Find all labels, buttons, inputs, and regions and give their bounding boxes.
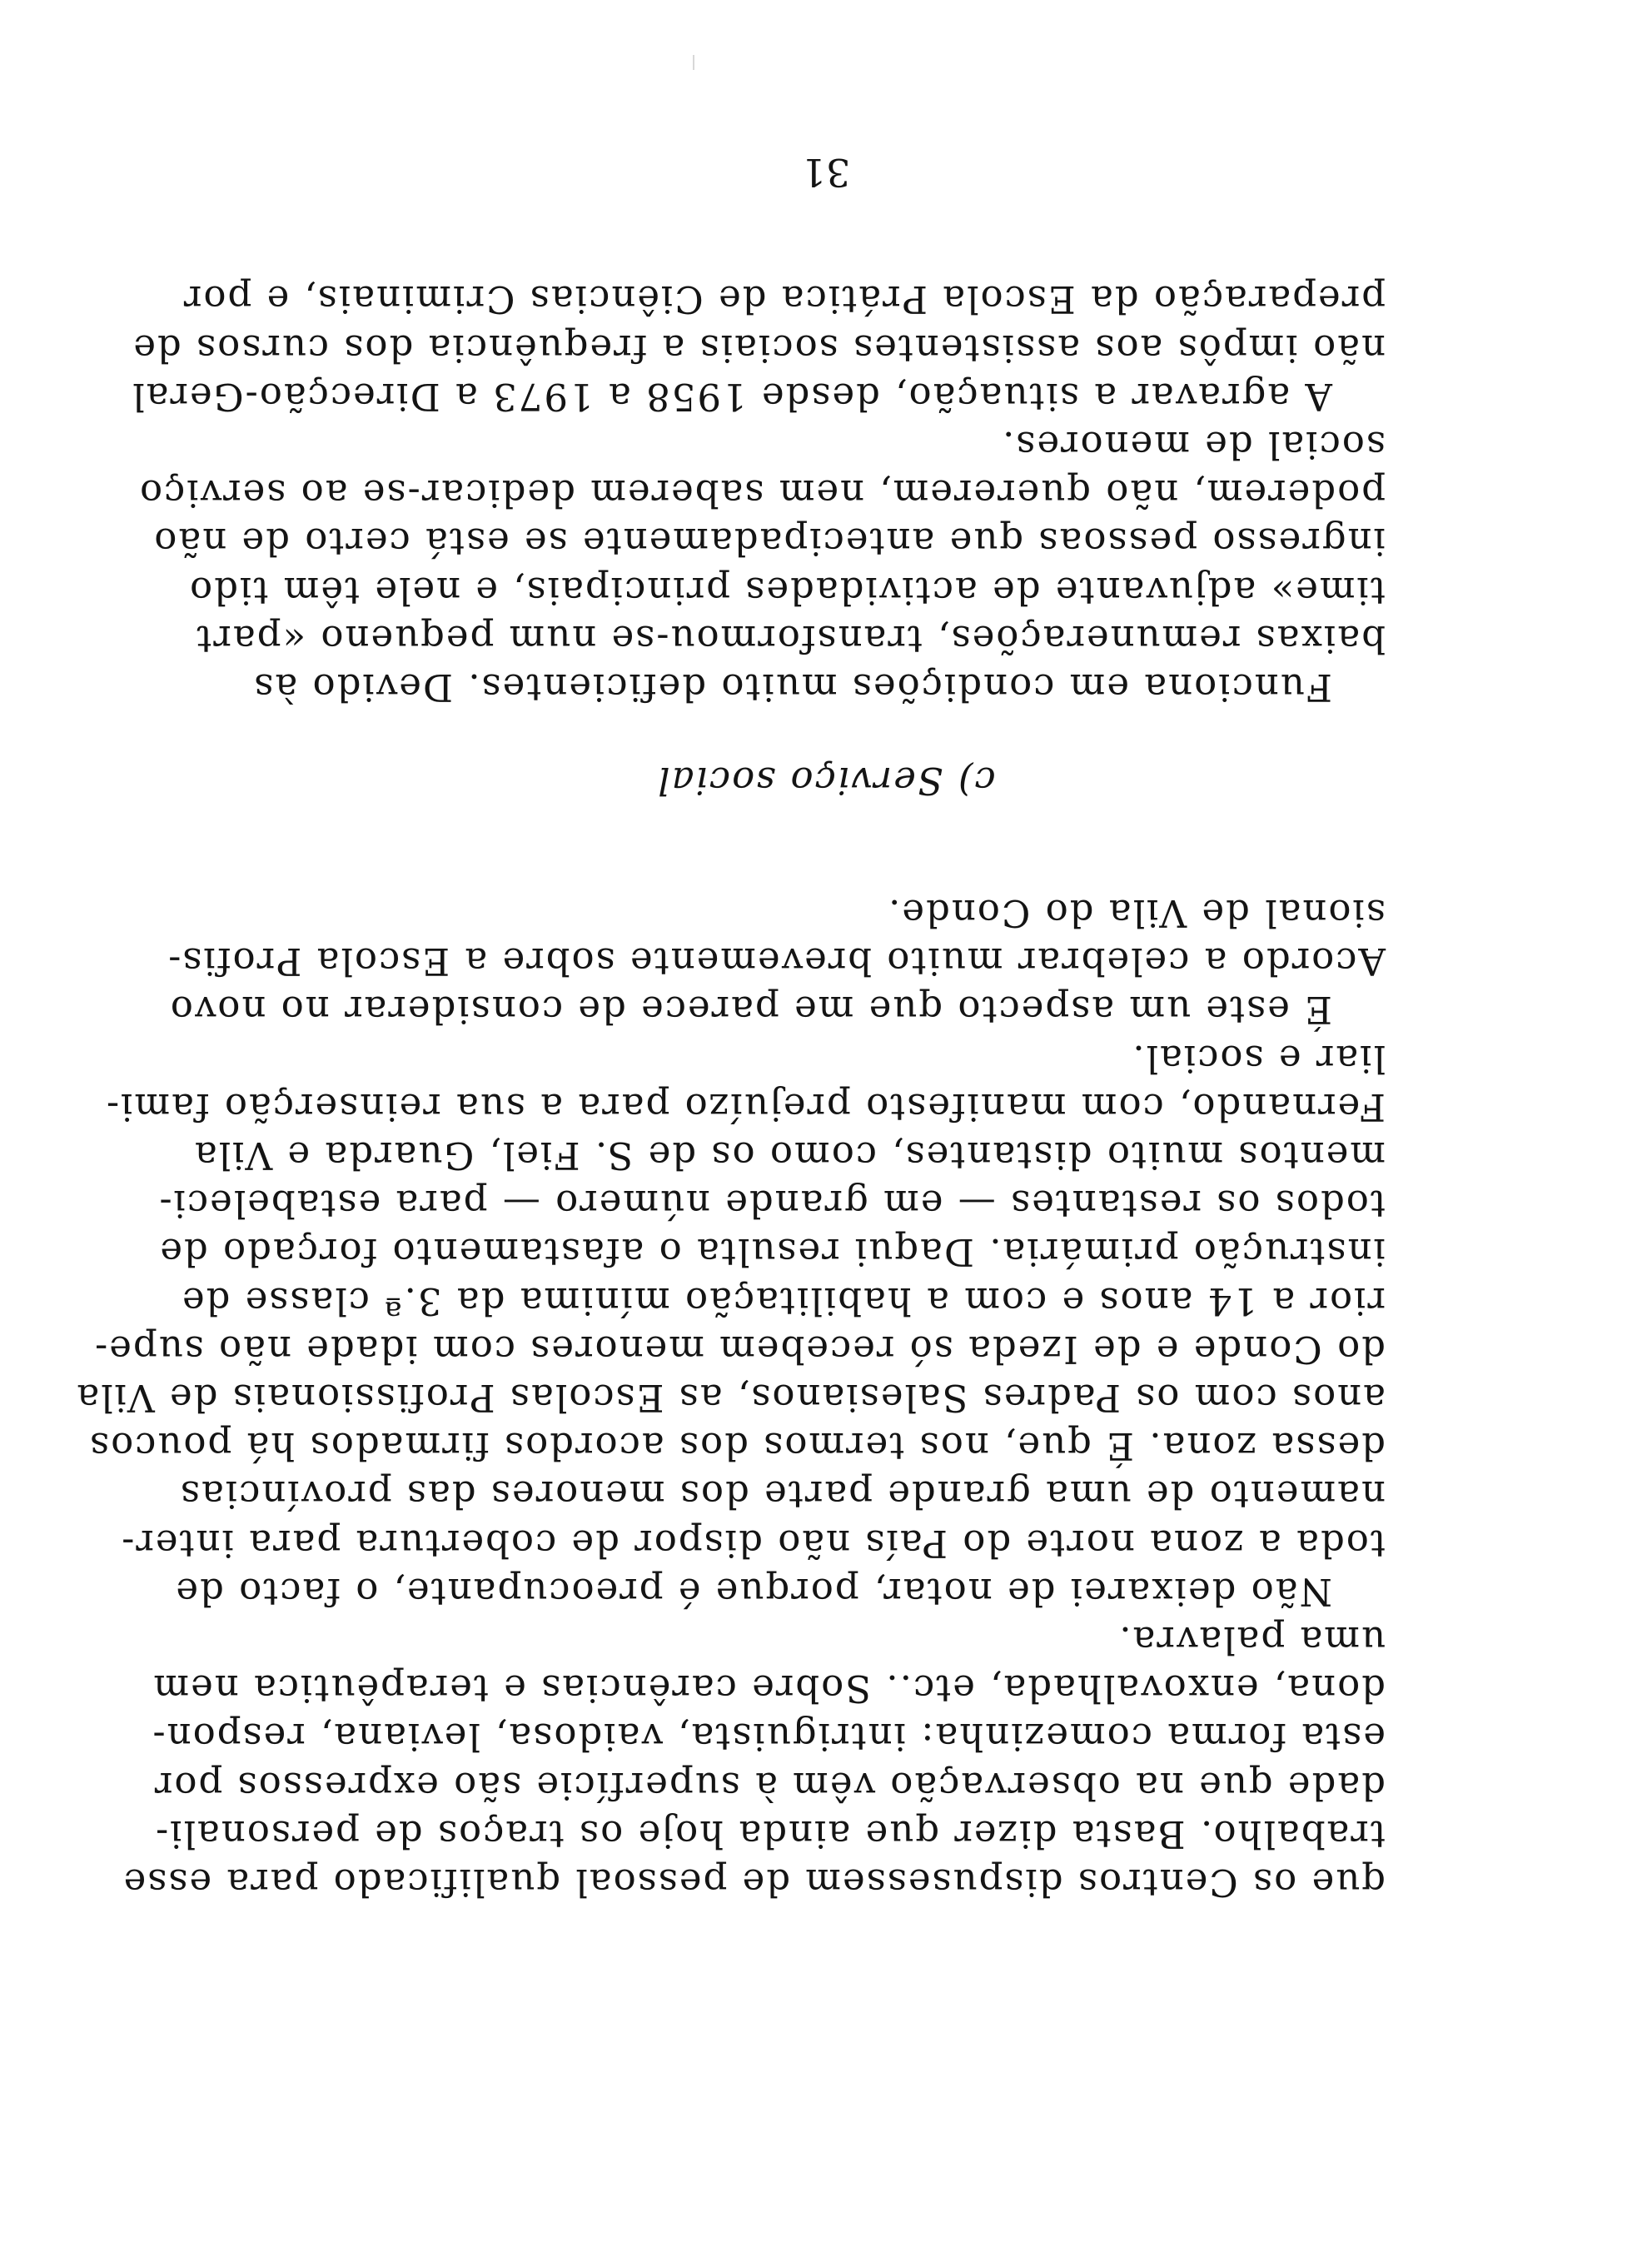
text-line: dessa zona. É que, nos termos dos acordos firmados há poucos (88, 1424, 1386, 1469)
text-line: É este um aspecto que me parece de considerar no novo (168, 988, 1332, 1033)
text-line: Funciona em condições muito deficientes. Devido às (252, 665, 1332, 710)
body-text-bottom (131, 275, 1386, 711)
text-line: que os Centros dispusessem de pessoal qualificado para esse (122, 1861, 1386, 1905)
text-line: preparação da Escola Prática de Ciências Criminais, e por (182, 277, 1386, 322)
text-line: sional de Vila do Conde. (887, 890, 1386, 935)
text-line: mentos muito distantes, como os de S. Fiel, Guarda e Vila (192, 1133, 1386, 1178)
text-line: instrução primária. Daqui resulta o afastamento forçado de (158, 1230, 1386, 1275)
text-line: toda a zona norte do País não dispor de cobertura para inter- (120, 1521, 1386, 1566)
text-line: A agravar a situação, desde 1958 a 1973 a Direcção-Geral (131, 374, 1332, 419)
text-line: Fernando, com manifesto prejuízo para a sua reinserção fami- (104, 1084, 1386, 1129)
text-line: dade que na observação vêm à superfície são expressos por (152, 1763, 1386, 1808)
text-line: time» adjuvante de actividades principais, e nele têm tido (188, 568, 1386, 613)
text-line: Acordo a celebrar muito brevemente sobre a Escola Profis- (167, 939, 1386, 984)
text-line: trabalho. Basta dizer que ainda hoje os traços de personali- (153, 1811, 1386, 1856)
text-line: ingresso pessoas que antecipadamente se está certo de não (152, 520, 1386, 565)
text-line: esta forma comezinha: intriguista, vaidosa, leviana, respon- (151, 1715, 1386, 1760)
text-line: uma palavra. (1117, 1617, 1386, 1662)
text-line: anos com os Padres Salesianos, as Escolas Profissionais de Vila (75, 1375, 1386, 1420)
text-line: social de menores. (1001, 422, 1386, 467)
text-line: não impôs aos assistentes sociais a frequência dos cursos de (132, 326, 1386, 371)
text-line: baixas remunerações, transformou-se num pequeno «part (195, 616, 1386, 661)
page-number: 31 (801, 150, 851, 195)
scan-mark (693, 55, 694, 70)
text-line: Não deixarei de notar, porque é preocupante, o facto de (174, 1569, 1332, 1614)
text-line: namento de uma grande parte dos menores das províncias (178, 1472, 1386, 1517)
body-text-top (75, 889, 1386, 1906)
text-line: poderem, não quererem, nem saberem dedicar-se ao serviço (138, 471, 1386, 516)
text-line: todos os restantes — em grande número — para estabeleci- (157, 1182, 1386, 1227)
text-line: rior a 14 anos e com a habilitação mínima da 3.ª classe de (180, 1278, 1386, 1323)
text-line: dona, enxovalhada, etc.. Sobre carências e terapêutica nem (152, 1667, 1386, 1711)
text-line: liar e social. (1131, 1036, 1386, 1081)
text-line: do Conde e de Izeda só recebem menores com idade não supe- (93, 1327, 1386, 1372)
section-heading: c) Serviço social (656, 759, 996, 803)
